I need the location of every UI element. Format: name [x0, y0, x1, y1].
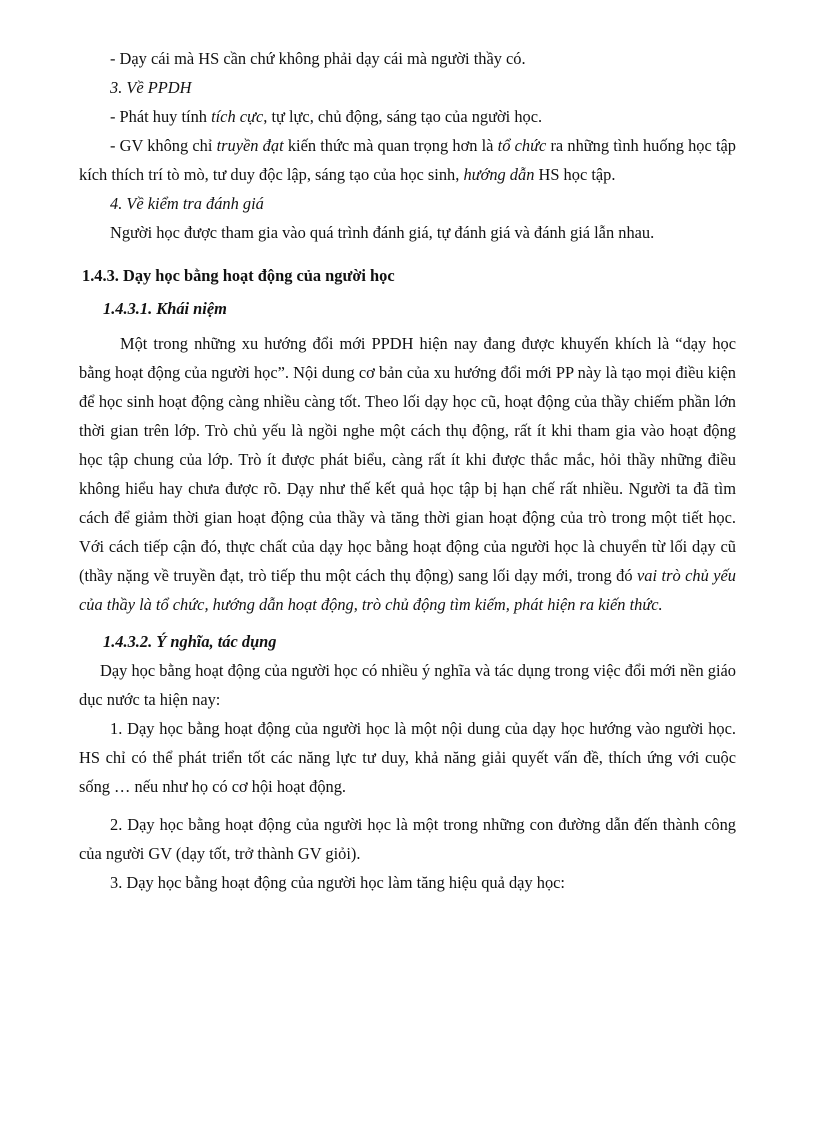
evaluation-text: Người học được tham gia vào quá trình đánh giá, tự đánh giá và đánh giá lẫn nhau. [110, 223, 655, 242]
significance-intro: Dạy học bằng hoạt động của người học có nhiều ý nghĩa và tác dụng trong việc đổi mới nền giáo dục nước ta hiện nay: [79, 661, 736, 709]
subsection-title-significance: 1.4.3.2. Ý nghĩa, tác dụng [103, 632, 277, 651]
heading-evaluation-text: 4. Về kiểm tra đánh giá [110, 194, 264, 213]
emphasis-run: tổ chức [497, 136, 547, 155]
text-run: Một trong những xu hướng đổi mới PPDH hiện nay đang được khuyến khích là “dạy học bằng hoạt động của người học”. Nội dung cơ bản của xu hướng đổi mới PP này là tạo mọi điều kiện để học sinh hoạt động càng nhiều càng tốt. Theo lối dạy học cũ, hoạt động của thầy chiếm phần lớn thời gian trên lớp. Trò chủ yếu là ngồi nghe một cách thụ động, rất ít khi tham gia vào hoạt động học tập chung của lớp. Trò ít được phát biểu, càng rất ít khi được thắc mắc, hỏi thầy những điều không hiểu hay chưa được rõ. Dạy như thế kết quả học tập bị hạn chế rất nhiều. Người ta đã tìm cách để giảm thời gian hoạt động của thầy và tăng thời gian hoạt động của trò trong một tiết học. Với cách tiếp cận đó, thực chất của dạy học bằng hoạt động của người học là chuyển từ lối dạy cũ (thầy nặng về truyền đạt, trò tiếp thu một cách thụ động) sang lối dạy mới, trong đó [79, 334, 736, 585]
significance-item-2: 2. Dạy học bằng hoạt động của người học là một trong những con đường dẫn đến thành công của người GV (dạy tốt, trở thành GV giỏi). [79, 815, 736, 863]
emphasis-run: vai trò chủ yếu của thầy là tổ chức, hướng dẫn hoạt động, trò chủ động tìm kiếm, phát hiện ra kiến thức. [79, 566, 736, 614]
text-run: , tự lực, chủ động, sáng tạo của người học. [263, 107, 543, 126]
emphasis-run: tích cực [211, 107, 264, 126]
significance-item-3: 3. Dạy học bằng hoạt động của người học làm tăng hiệu quả dạy học: [110, 873, 565, 892]
subsection-title-concept: 1.4.3.1. Khái niệm [103, 299, 227, 318]
emphasis-run: hướng dẫn [463, 165, 535, 184]
text-run: HS học tập. [534, 165, 616, 184]
bullet-teach-needs: - Dạy cái mà HS cần chứ không phải dạy cái mà người thầy có. [110, 49, 526, 68]
heading-evaluation [79, 189, 736, 218]
concept-paragraph [79, 329, 736, 619]
document-page [79, 44, 736, 897]
text-run: kiến thức mà quan trọng hơn là [283, 136, 498, 155]
section-title-1-4-3: 1.4.3. Dạy học bằng hoạt động của người học [82, 266, 395, 285]
text-run: ra những tình huống học tập kích thích trí tò mò, tư duy độc lập, sáng tạo của học sinh, [79, 136, 736, 184]
significance-item-1: 1. Dạy học bằng hoạt động của người học là một nội dung của dạy học hướng vào người học. HS chỉ có thể phát triển tốt các năng lực tư duy, khả năng giải quyết vấn đề, thích ứng với cuộc sống … nếu như họ có cơ hội hoạt động. [79, 719, 736, 796]
emphasis-run: truyền đạt [216, 136, 284, 155]
heading-ppdh-text: 3. Về PPDH [110, 78, 192, 97]
heading-ppdh [79, 73, 736, 102]
text-run: - Phát huy tính [110, 107, 212, 126]
bullet-active-learning [79, 102, 736, 131]
text-run: - GV không chỉ [110, 136, 217, 155]
bullet-gv-role [79, 131, 736, 189]
